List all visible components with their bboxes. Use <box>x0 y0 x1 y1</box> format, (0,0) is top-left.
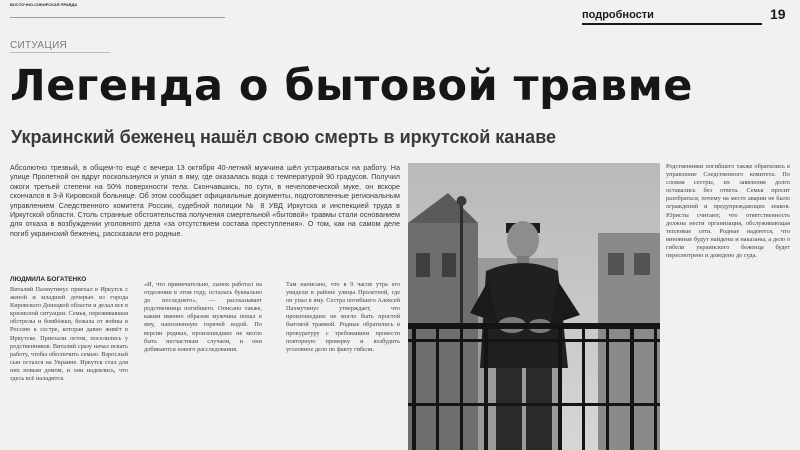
rubric-divider <box>10 52 110 53</box>
rubric-label: СИТУАЦИЯ <box>10 40 68 51</box>
article-headline: Легенда о бытовой травме <box>10 61 693 111</box>
article-photo <box>408 163 660 450</box>
section-divider <box>582 23 762 25</box>
body-column-4: Родственники погибшего также обратились в управление Следственного комитета. По словам сестры, их заявления долго оставались без ответа. Семья просит разобраться, почему на месте аварии не было ограждений и предупреждающих знаков. Юристы считают, что ответственность должна нести организация, обслуживающая тепловые сети. Родные надеются, что виновные будут найдены и наказаны, а дело о гибели украинского беженца будет пересмотрено и доведено до суда. <box>666 163 790 260</box>
photo-illustration <box>408 163 660 450</box>
body-column-1: Виталий Пахмутинус приехал в Иркутск с женой и младшей дочерью из города Кировского Донецкой области и делал все в кризисной ситуации. Семья, переживавшая обстрелы и бомбёжки, бежала от войны в Россию к сестре, которая давно живёт в Иркутске. Приехали летом, поселились у родственников. Виталий сразу начал искать работу, чтобы обеспечить семью. Взрослый сын остался на Украине. Иркутск стал для них новым домом, и они надеялись, что здесь всё наладится. <box>10 286 128 383</box>
article-subheadline: Украинский беженец нашёл свою смерть в иркутской канаве <box>11 127 557 147</box>
section-label: подробности <box>582 9 654 21</box>
page-number: 19 <box>770 6 786 22</box>
article-lead: Абсолютно трезвый, в общем-то ещё с вечера 13 октября 40-летний мужчина шёл устраиваться на работу. На улице Пролетной он вдруг поскользнулся и упал в яму, где оказалась вода с температурой 90 градусов. Получил ожоги третьей степени на 50% поверхности тела. Скончавшись, по сути, в нечеловеческой муке, он вскоре скончался в 3-й Кировской больнице. Об этом сообщает официальные документы, подготовленные региональным управлением Следственного комитета России, судебной полиции № 8 УВД Иркутска и инспекцией труда в Иркутской области. Столь странные обстоятельства получения смертельной «бытовой» травмы стали основанием для отказа в возбуждении уголовного дела «за отсутствием состава преступления». О том, как на самом деле погиб украинский беженец, рассказали его родные. <box>10 163 400 238</box>
body-column-3: Там написано, что в 9 часов утра его увидели в районе улицы Пролетной, где он упал в яму. Сестра погибшего Алексей Пахмутинус утверждает, что произошедшее не могло быть простой бытовой травмой. Родные обратились в прокуратуру с требованием провести повторную проверку и возбудить уголовное дело по факту гибели. <box>286 281 400 353</box>
body-column-2: «И, что примечательно, сынок работал на отделении в этом году, осталась буквально до последнего», — рассказывает родственница погибшего. Описано также, каким именно образом мужчина попал в яму, наполненную горячей водой. По версии родных, произошедшее не могло быть несчастным случаем, и они добиваются нового расследования. <box>144 281 262 353</box>
publication-name: ВОСТОЧНО-СИБИРСКАЯ ПРАВДА <box>10 2 78 7</box>
header-divider <box>10 17 225 18</box>
masthead <box>10 2 200 8</box>
article-author: ЛЮДМИЛА БОГАТЕНКО <box>10 276 87 283</box>
